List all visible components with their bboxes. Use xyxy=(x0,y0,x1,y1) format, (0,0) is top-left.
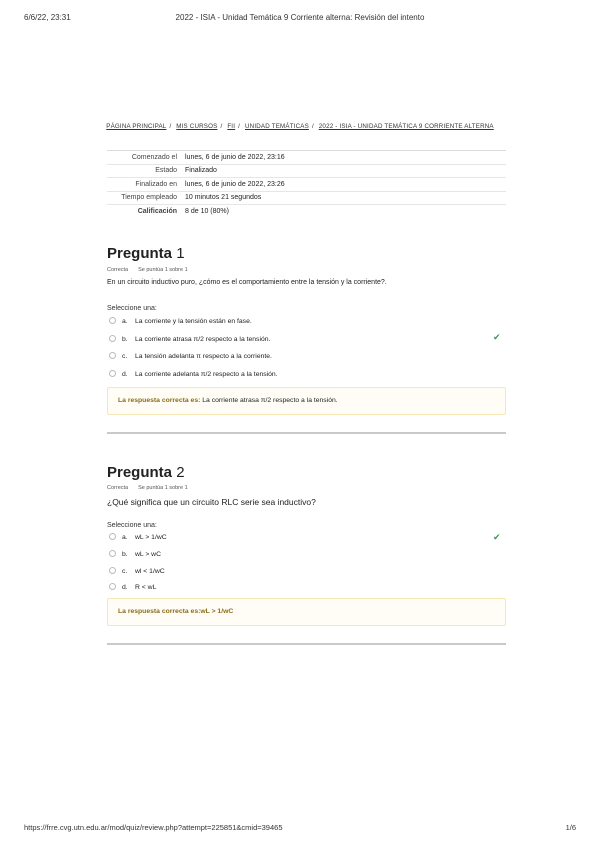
question-number: 1 xyxy=(176,245,185,262)
footer-url: https://frre.cvg.utn.edu.ar/mod/quiz/review.php?attempt=225851&cmid=39465 xyxy=(24,823,283,832)
question-word: Pregunta xyxy=(107,245,173,262)
option-text: La tensión adelanta π respecto a la corriente. xyxy=(135,353,272,360)
correct-check-icon: ✔ xyxy=(493,532,501,542)
summary-row-started xyxy=(107,151,506,165)
breadcrumb-my-courses-link[interactable]: MIS CURSOS xyxy=(176,123,218,130)
option-letter: a. xyxy=(122,534,128,541)
breadcrumb: PÁGINA PRINCIPAL / MIS CURSOS / FII / UNIDAD TEMÁTICAS / 2022 - ISIA - UNIDAD TEMÁTICA 9 CORRIENTE ALTERNA xyxy=(106,123,494,130)
attempt-summary-table xyxy=(107,150,506,218)
question-2-option-a[interactable] xyxy=(109,533,167,543)
question-2-select-label: Seleccione una: xyxy=(107,522,157,529)
question-1-text: En un circuito inductivo puro, ¿cómo es el comportamiento entre la tensión y la corriente?. xyxy=(107,279,387,286)
question-word: Pregunta xyxy=(107,464,173,481)
question-score: Se puntúa 1 sobre 1 xyxy=(138,267,188,273)
footer-page-number: 1/6 xyxy=(565,823,576,832)
option-letter: d. xyxy=(122,371,128,378)
option-text: La corriente y la tensión están en fase. xyxy=(135,318,252,325)
option-text: R < wL xyxy=(135,584,157,591)
option-letter: b. xyxy=(122,551,128,558)
radio-icon[interactable] xyxy=(109,335,116,342)
option-letter: d. xyxy=(122,584,128,591)
print-title: 2022 - ISIA - Unidad Temática 9 Corriente alterna: Revisión del intento xyxy=(175,13,425,22)
summary-row-time-taken xyxy=(107,191,506,205)
option-text: La corriente atrasa π/2 respecto a la tensión. xyxy=(135,336,271,343)
question-1-option-b[interactable] xyxy=(109,335,270,345)
summary-row-state xyxy=(107,164,506,178)
summary-label: Finalizado en xyxy=(107,178,185,192)
summary-value: lunes, 6 de junio de 2022, 23:26 xyxy=(185,178,506,192)
radio-icon[interactable] xyxy=(109,583,116,590)
feedback-label: La respuesta correcta es: xyxy=(118,397,201,404)
breadcrumb-course-link[interactable]: FII xyxy=(227,123,236,130)
question-1-heading xyxy=(107,245,185,262)
question-status: Correcta xyxy=(107,267,129,273)
summary-row-grade xyxy=(107,205,506,218)
question-2-heading xyxy=(107,464,185,481)
question-1-select-label: Seleccione una: xyxy=(107,305,157,312)
radio-icon[interactable] xyxy=(109,370,116,377)
radio-icon[interactable] xyxy=(109,550,116,557)
summary-value: lunes, 6 de junio de 2022, 23:16 xyxy=(185,151,506,165)
summary-row-finished xyxy=(107,178,506,192)
radio-icon[interactable] xyxy=(109,352,116,359)
summary-value: 8 de 10 (80%) xyxy=(185,205,506,218)
breadcrumb-quiz-link[interactable]: 2022 - ISIA - UNIDAD TEMÁTICA 9 CORRIENTE ALTERNA xyxy=(318,123,494,130)
question-score: Se puntúa 1 sobre 1 xyxy=(138,485,188,491)
question-2-text: ¿Qué significa que un circuito RLC serie sea inductivo? xyxy=(107,497,316,507)
summary-value: 10 minutos 21 segundos xyxy=(185,191,506,205)
option-letter: c. xyxy=(122,568,128,575)
question-divider xyxy=(107,432,506,434)
question-1-meta xyxy=(107,267,188,273)
question-divider xyxy=(107,643,506,645)
question-status: Correcta xyxy=(107,485,129,491)
question-1-option-d[interactable] xyxy=(109,370,278,380)
summary-label: Estado xyxy=(107,164,185,178)
option-text: wl < 1/wC xyxy=(135,568,165,575)
option-text: La corriente adelanta π/2 respecto a la tensión. xyxy=(135,371,278,378)
option-letter: a. xyxy=(122,318,128,325)
option-text: wL > wC xyxy=(135,551,161,558)
option-letter: c. xyxy=(122,353,128,360)
question-number: 2 xyxy=(176,464,185,481)
print-date: 6/6/22, 23:31 xyxy=(24,13,71,22)
summary-label: Calificación xyxy=(107,205,185,218)
question-2-meta xyxy=(107,485,188,491)
question-2-option-b[interactable] xyxy=(109,550,161,560)
summary-value: Finalizado xyxy=(185,164,506,178)
radio-icon[interactable] xyxy=(109,533,116,540)
question-2-option-c[interactable] xyxy=(109,567,165,577)
question-2-feedback xyxy=(107,598,506,626)
correct-check-icon: ✔ xyxy=(493,332,501,342)
summary-label: Tiempo empleado xyxy=(107,191,185,205)
summary-label: Comenzado el xyxy=(107,151,185,165)
breadcrumb-home-link[interactable]: PÁGINA PRINCIPAL xyxy=(106,123,167,130)
question-1-feedback xyxy=(107,387,506,415)
feedback-answer: La corriente atrasa π/2 respecto a la tensión. xyxy=(202,397,338,404)
breadcrumb-section-link[interactable]: UNIDAD TEMÁTICAS xyxy=(245,123,309,130)
question-2-option-d[interactable] xyxy=(109,583,156,593)
feedback-answer: wL > 1/wC xyxy=(200,608,234,615)
feedback-label: La respuesta correcta es: xyxy=(118,608,201,615)
option-letter: b. xyxy=(122,336,128,343)
question-1-option-c[interactable] xyxy=(109,352,272,362)
option-text: wL > 1/wC xyxy=(135,534,167,541)
radio-icon[interactable] xyxy=(109,567,116,574)
radio-icon[interactable] xyxy=(109,317,116,324)
question-1-option-a[interactable] xyxy=(109,317,252,327)
